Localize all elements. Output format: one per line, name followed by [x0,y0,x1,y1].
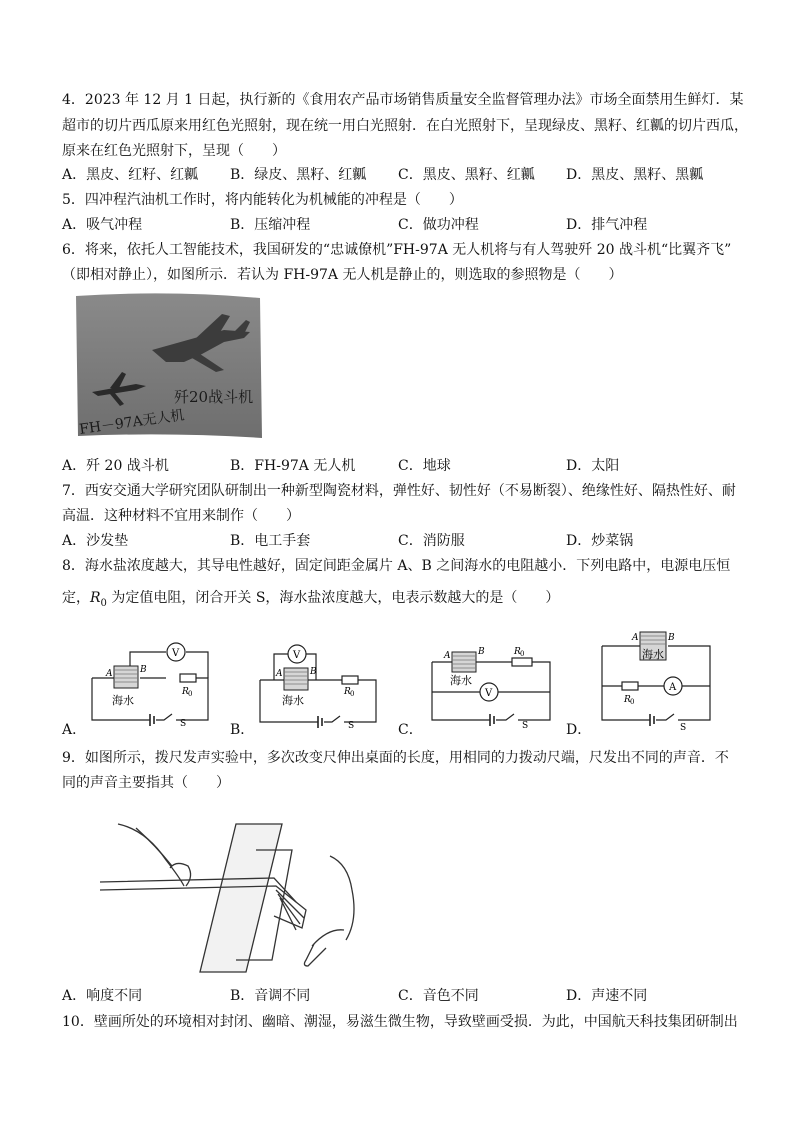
svg-text:海水: 海水 [112,694,134,707]
q9-line-2: 同的声音主要指其（ ） [62,775,230,791]
q7-option-a: A．沙发垫 [62,533,129,549]
q4-option-a: A．黑皮、红籽、红瓤 [62,167,199,183]
q8-line-2-pre: 定， [62,590,90,606]
svg-text:V: V [172,648,180,659]
q8-line-2-post: 为定值电阻，闭合开关 S，海水盐浓度越大，电表示数越大的是（ ） [106,590,560,606]
svg-text:R: R [624,695,631,705]
q7-option-d: D．炒菜锅 [566,533,634,549]
svg-text:0: 0 [188,690,193,698]
svg-text:A: A [632,633,639,643]
q10-line-1: 10．壁画所处的环境相对封闭、幽暗、潮湿，易滋生微生物，导致壁画受损．为此，中国航天科技集团研制出 [62,1014,738,1030]
q9-option-a: A．响度不同 [62,988,143,1004]
q8-option-c-letter: C． [398,722,423,738]
svg-text:B: B [140,665,147,675]
svg-text:海水: 海水 [642,648,664,661]
svg-text:S: S [180,719,187,728]
svg-text:海水: 海水 [282,694,304,707]
svg-text:S: S [680,723,687,732]
q5-option-d: D．排气冲程 [566,217,648,233]
q7-option-b: B．电工手套 [230,533,311,549]
q7-option-c: C．消防服 [398,533,465,549]
circuit-b-diagram [252,640,382,730]
q8-option-a-letter: A． [62,722,87,738]
q7-line-2: 高温．这种材料不宜用来制作（ ） [62,508,300,524]
q9-option-b: B．音调不同 [230,988,311,1004]
q9-option-c: C．音色不同 [398,988,479,1004]
j20-photo-label: 歼20战斗机 [174,388,254,406]
q5-option-b: B．压缩冲程 [230,217,311,233]
svg-text:B: B [310,667,317,677]
q6-line-2: （即相对静止），如图所示．若认为 FH-97A 无人机是静止的，则选取的参照物是（ ） [62,267,623,283]
q4-option-c: C．黑皮、黑籽、红瓤 [398,167,535,183]
svg-text:0: 0 [350,690,355,698]
svg-text:B: B [668,633,675,643]
svg-text:S: S [522,721,529,730]
q4-option-d: D．黑皮、黑籽、黑瓤 [566,167,704,183]
q4-option-b: B．绿皮、黑籽、红瓤 [230,167,367,183]
q8-line-2 [62,588,559,614]
r0-symbol: R [90,590,101,606]
svg-text:S: S [348,721,355,730]
ruler-vibration-illustration [96,820,366,975]
q8-option-b-letter: B． [230,722,255,738]
q8-option-d-letter: D． [566,722,592,738]
svg-text:海水: 海水 [450,674,472,687]
svg-text:A: A [276,669,283,679]
q8-line-1: 8．海水盐浓度越大，其导电性越好，固定间距金属片 A、B 之间海水的电阻越小．下列电路中，电源电压恒 [62,558,731,574]
q9-option-d: D．声速不同 [566,988,648,1004]
q5-line-1: 5．四冲程汽油机工作时，将内能转化为机械能的冲程是（ ） [62,192,463,208]
svg-text:R: R [514,647,521,657]
q5-option-c: C．做功冲程 [398,217,479,233]
svg-text:B: B [478,647,485,657]
svg-text:0: 0 [520,650,525,658]
q5-option-a: A．吸气冲程 [62,217,143,233]
q4-line-2: 超市的切片西瓜原来用红色光照射，现在统一用白光照射．在白光照射下，呈现绿皮、黑籽、红瓤的切片西瓜， [62,118,748,134]
q4-line-3: 原来在红色光照射下，呈现（ ） [62,143,286,159]
r0-subscript: 0 [100,597,107,609]
fh97a-photo-label: FH－97A无人机 [78,407,186,438]
q6-option-c: C．地球 [398,458,451,474]
circuit-a-diagram [84,636,214,728]
q4-line-1: 4．2023 年 12 月 1 日起，执行新的《食用农产品市场销售质量安全监督管理办法》市场全面禁用生鲜灯．某 [62,92,744,108]
q9-line-1: 9．如图所示，拨尺发声实验中，多次改变尺伸出桌面的长度，用相同的力拨动尺端，尺发出不同的声音．不 [62,750,729,766]
svg-text:A: A [444,651,451,661]
svg-text:R: R [344,687,351,697]
svg-text:A: A [669,682,677,693]
q6-line-1: 6．将来，依托人工智能技术，我国研发的“忠诚僚机”FH-97A 无人机将与有人驾驶歼 20 战斗机“比翼齐飞” [62,242,732,258]
circuit-d-diagram [592,628,720,732]
svg-text:0: 0 [630,698,635,706]
q6-option-a: A．歼 20 战斗机 [62,458,169,474]
svg-text:V: V [293,650,301,661]
svg-text:A: A [106,669,113,679]
svg-text:V: V [485,688,493,699]
circuit-c-diagram [426,640,556,730]
svg-text:R: R [182,687,189,697]
q6-option-d: D．太阳 [566,458,620,474]
fighter-drone-photo [74,292,264,440]
q6-option-b: B．FH-97A 无人机 [230,458,356,474]
q7-line-1: 7．西安交通大学研究团队研制出一种新型陶瓷材料，弹性好、韧性好（不易断裂）、绝缘性好、隔热性好、耐 [62,483,736,499]
